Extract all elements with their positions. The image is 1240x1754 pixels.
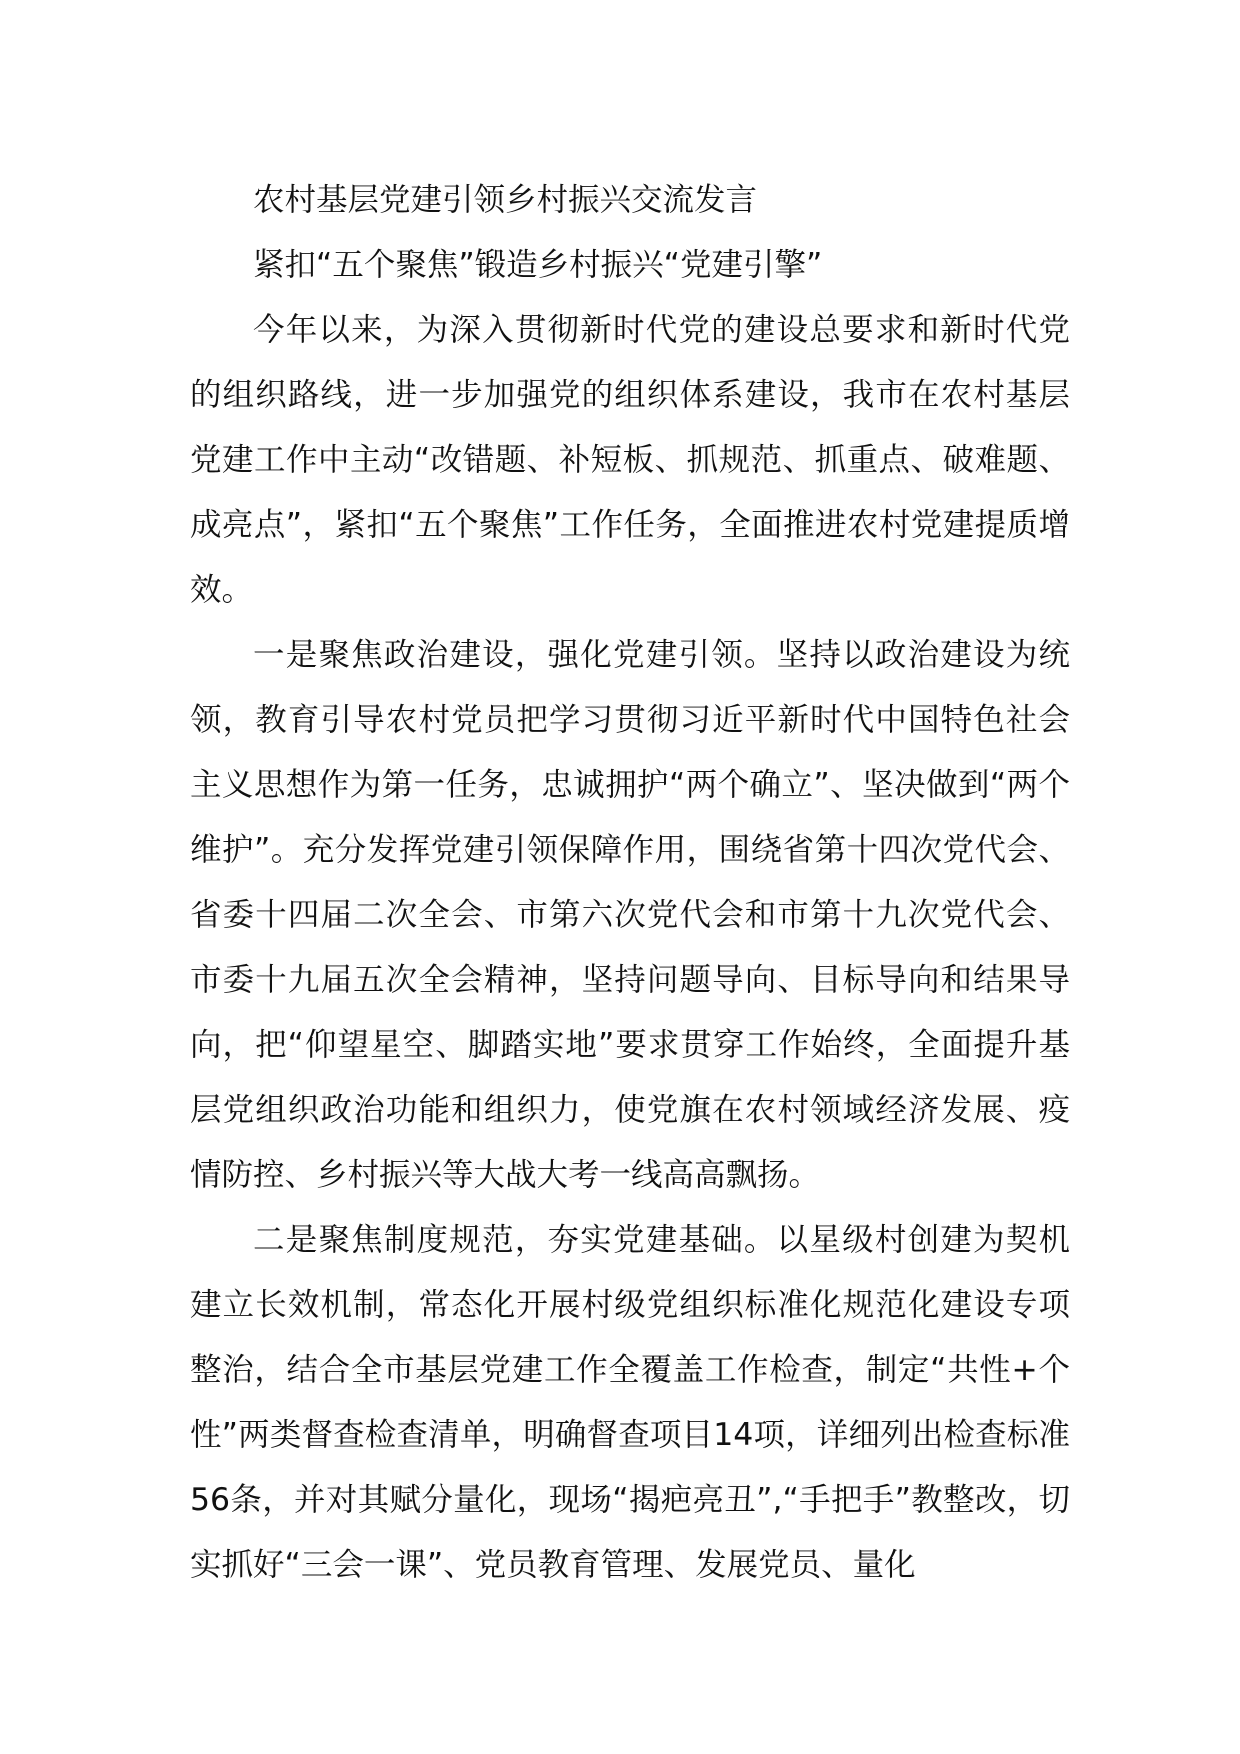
document-title: 农村基层党建引领乡村振兴交流发言 <box>253 182 758 218</box>
document-subtitle: 紧扣“五个聚焦”锻造乡村振兴“党建引擎” <box>253 247 823 283</box>
paragraph-political-building: 一是聚焦政治建设，强化党建引领。坚持以政治建设为统领，教育引导农村党员把学习贯彻习近平新时代中国特色社会主义思想作为第一任务，忠诚拥护“两个确立”、坚决做到“两个维护”。充分发挥党建引领保障作用，围绕省第十四次党代会、省委十四届二次全会、市第六次党代会和市第十九次党代会、市委十九届五次全会精神，坚持问题导向、目标导向和结果导向，把“仰望星空、脚踏实地”要求贯穿工作始终，全面提升基层党组织政治功能和组织力，使党旗在农村领域经济发展、疫情防控、乡村振兴等大战大考一线高高飘扬。 <box>190 637 1070 1193</box>
paragraph-system-standards: 二是聚焦制度规范，夯实党建基础。以星级村创建为契机建立长效机制，常态化开展村级党组织标准化规范化建设专项整治，结合全市基层党建工作全覆盖工作检查，制定“共性+个性”两类督查检查清单，明确督查项目14项，详细列出检查标准56条，并对其赋分量化，现场“揭疤亮丑”,“手把手”教整改，切实抓好“三会一课”、党员教育管理、发展党员、量化 <box>190 1222 1070 1583</box>
document-body <box>190 168 1070 1598</box>
paragraph-intro: 今年以来，为深入贯彻新时代党的建设总要求和新时代党的组织路线，进一步加强党的组织体系建设，我市在农村基层党建工作中主动“改错题、补短板、抓规范、抓重点、破难题、成亮点”，紧扣“五个聚焦”工作任务，全面推进农村党建提质增效。 <box>190 312 1070 608</box>
